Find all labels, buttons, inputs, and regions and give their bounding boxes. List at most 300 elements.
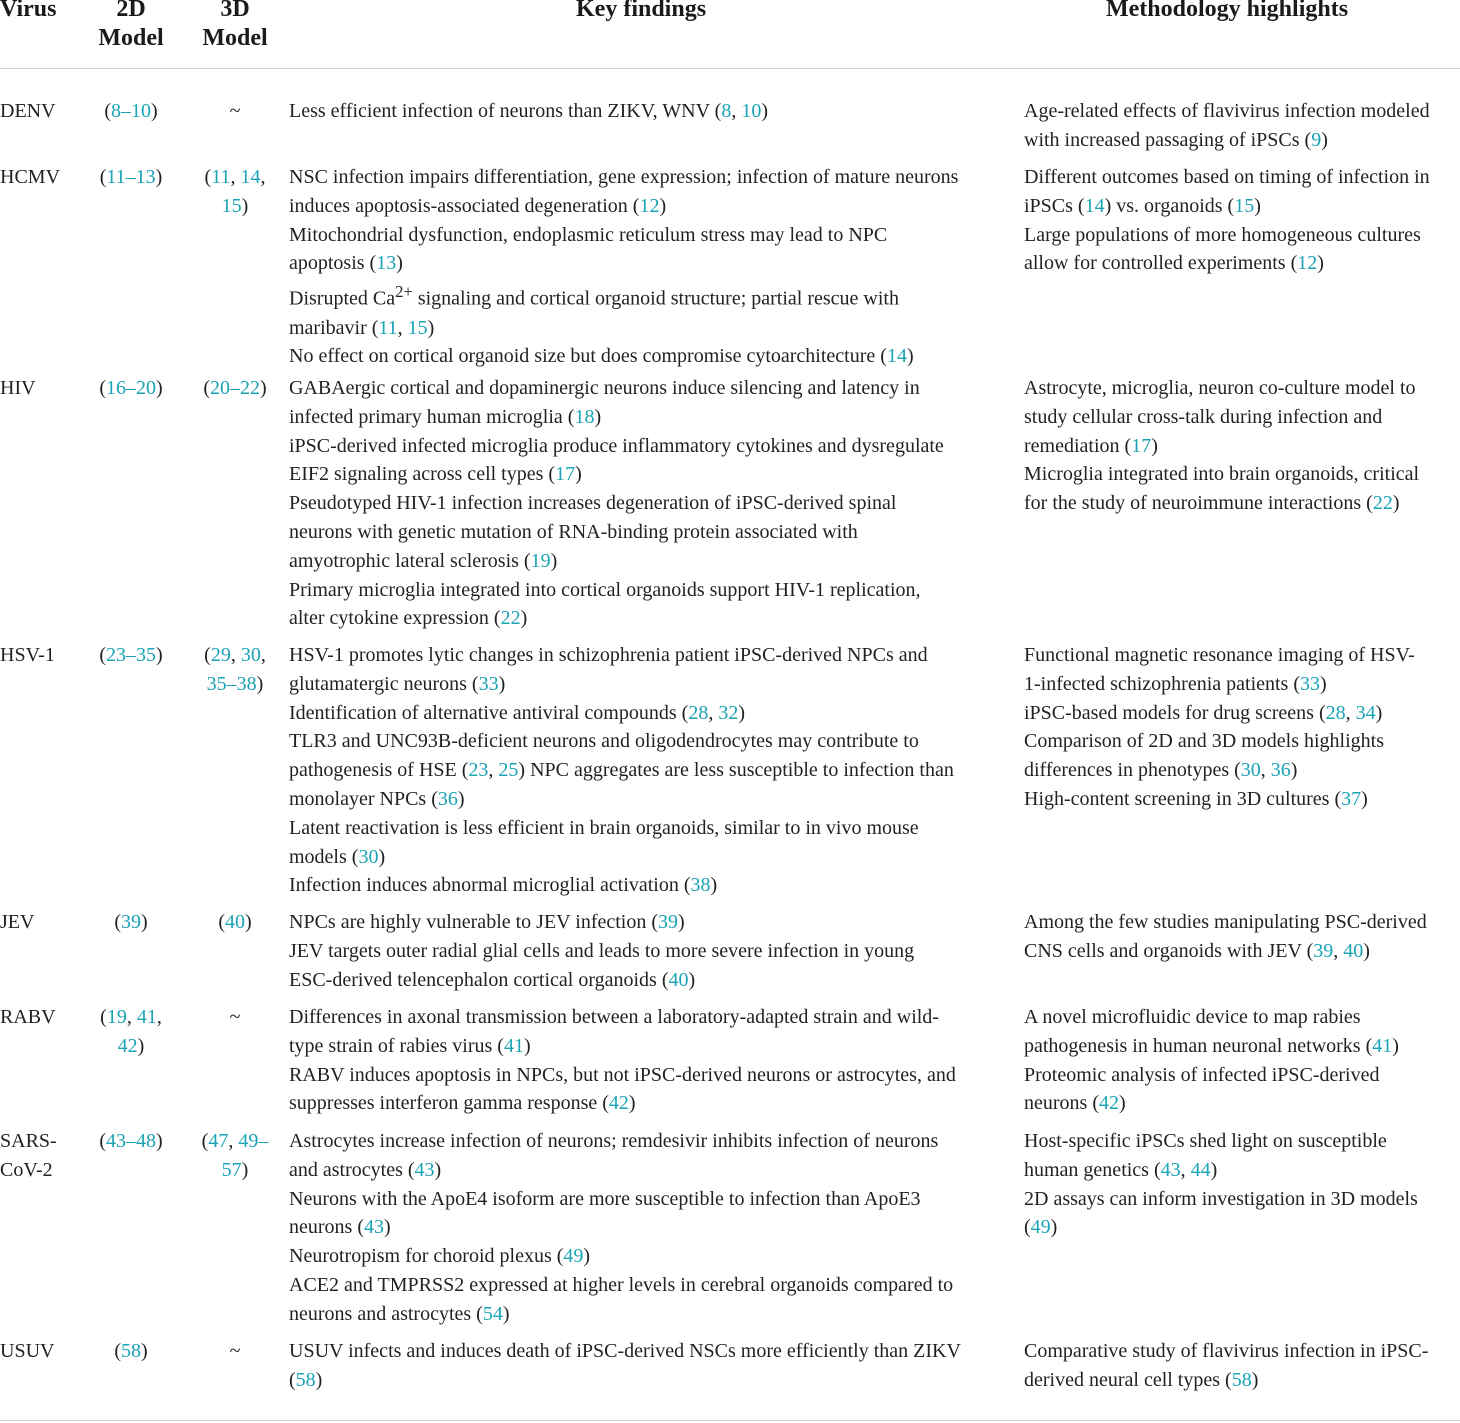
text-run: RABV induces apoptosis in NPCs, but not iPSC-derived neurons or astrocytes, and [289,1063,956,1086]
citation-link[interactable]: 28 [1325,701,1346,724]
text-run: ) [156,377,163,399]
virus-name: HCMV [0,166,61,188]
text-run: differences in phenotypes ( [1024,759,1241,782]
text-run: ) [678,911,685,933]
model-2d-cell [88,163,174,192]
key-findings-cell [289,641,1011,900]
text-run: monolayer NPCs ( [289,787,438,810]
text-run: ) [761,100,768,122]
text-run: induces apoptosis-associated degeneration ( [289,194,640,217]
text-run: ) [396,252,403,275]
text-run: , [230,166,241,188]
finding-item [289,699,1011,728]
text-run: ) [688,968,696,991]
finding-item [289,576,1011,634]
table-header [0,0,1460,68]
citation-link[interactable]: 43–48 [106,1130,156,1152]
text-run: Pseudotyped HIV-1 infection increases degeneration of iPSC-derived spinal [289,492,897,515]
text-run: , [230,644,241,666]
citation-link[interactable]: 20–22 [210,377,260,399]
text-run: ) [1392,1034,1399,1057]
citation-link[interactable]: 13 [376,252,397,275]
text-run: ( [114,1340,121,1362]
text-run: Different outcomes based on timing of infection in [1024,166,1430,188]
methodology-item [1024,785,1460,814]
model-2d-cell [88,1003,174,1061]
virus-cell [0,1003,80,1032]
text-run: ) [137,1034,145,1057]
finding-item [289,432,1011,490]
citation-link[interactable]: 41 [503,1034,524,1057]
text-run: ( [114,911,121,933]
finding-item [289,1271,1011,1329]
citation-link[interactable]: 12 [639,194,660,217]
citation-link[interactable]: 36 [1270,759,1291,782]
virus-name: SARS- [0,1130,57,1152]
text-run: ) [434,1158,442,1181]
citation-link[interactable]: 10 [741,100,762,122]
text-run: HSV-1 promotes lytic changes in schizophrenia patient iPSC-derived NPCs and [289,644,928,666]
virus-name: HSV-1 [0,644,55,666]
text-run: ( [289,1368,296,1391]
citation-link[interactable]: 15 [1234,194,1255,217]
finding-item [289,489,1011,575]
text-run: iPSC-based models for drug screens ( [1024,701,1326,724]
text-run: , [260,166,266,188]
text-run: EIF2 signaling across cell types ( [289,463,556,486]
text-run: ) [1317,252,1324,275]
virus-cell [0,163,80,192]
text-run: , [397,316,408,339]
text-run: ) [520,607,528,630]
text-run: Differences in axonal transmission between a laboratory-adapted strain and wild- [289,1006,939,1028]
citation-link[interactable]: 58 [295,1368,316,1391]
key-findings-cell [289,908,1011,994]
finding-item [289,814,1011,872]
citation-link[interactable]: 43 [414,1158,435,1181]
text-run: ) [241,194,249,217]
citation-link[interactable]: 41 [1372,1034,1393,1057]
virus-cell [0,1127,80,1185]
text-run: ) [523,1034,531,1057]
text-run: Microglia integrated into brain organoids, critical [1024,463,1420,486]
text-run: ~ [229,1006,241,1028]
citation-link[interactable]: 49 [1030,1216,1051,1239]
finding-item [289,727,1011,813]
model-3d-cell [194,97,276,126]
text-run: ) [1050,1216,1058,1239]
text-run: ( [218,911,225,933]
text-run: Comparison of 2D and 3D models highlights [1024,730,1384,753]
text-run: ) [1210,1158,1218,1181]
text-run: ) [1151,434,1158,457]
text-run: glutamatergic neurons ( [289,672,479,695]
text-run: ) [151,100,158,122]
text-run: ( [99,166,107,188]
text-run: ) [1254,194,1261,217]
text-run: ) [156,644,163,666]
citation-link[interactable]: 11 [211,166,231,188]
text-run: derived neural cell types ( [1024,1368,1232,1391]
methodology-item [1024,1337,1460,1395]
text-run: Astrocyte, microglia, neuron co-culture model to [1024,377,1416,399]
methodology-item [1024,1185,1460,1243]
methodology-item [1024,1061,1460,1119]
virus-name: USUV [0,1340,55,1362]
virus-name: HIV [0,377,36,399]
virus-name: CoV-2 [0,1158,53,1181]
citation-link[interactable]: 17 [555,463,576,486]
text-run: human genetics ( [1024,1158,1161,1181]
text-run: ) [498,672,506,695]
finding-item [289,1127,1011,1185]
citation-link[interactable]: 41 [136,1006,157,1028]
text-run: remediation ( [1024,434,1132,457]
citation-link[interactable]: 16–20 [106,377,156,399]
finding-item [289,1061,1011,1119]
text-run: , [156,1006,162,1028]
methodology-cell [1024,163,1460,278]
text-run: ) NPC aggregates are less susceptible to infection than [518,759,954,782]
header-3d-line1: 3D [220,0,250,22]
text-run: ) [457,787,465,810]
text-run: Mitochondrial dysfunction, endoplasmic reticulum stress may lead to NPC [289,223,888,246]
citation-link[interactable]: 40 [225,911,245,933]
text-run: , [731,100,742,122]
key-findings-cell [289,374,1011,633]
text-run: Among the few studies manipulating PSC-derived [1024,911,1427,933]
text-run: Less efficient infection of neurons than ZIKV, WNV ( [289,100,722,122]
methodology-item [1024,97,1460,155]
citation-link[interactable]: 43 [363,1216,384,1239]
citation-link[interactable]: 19 [106,1006,127,1028]
text-run: ) [241,1158,249,1181]
text-run: ESC-derived telencephalon cortical organoids ( [289,968,669,991]
text-run: ) [659,194,667,217]
text-run: NPCs are highly vulnerable to JEV infection ( [289,911,659,933]
text-run: ( [99,377,106,399]
text-run: ) [1290,759,1298,782]
citation-link[interactable]: 29 [210,644,231,666]
model-2d-cell [88,1337,174,1366]
text-run: ( [201,1130,209,1152]
text-run: ) [156,1130,163,1152]
superscript: 2+ [395,282,413,302]
citation-link[interactable]: 33 [1300,672,1320,695]
model-2d-cell [88,97,174,126]
citation-link[interactable]: 22 [500,607,521,630]
text-run: ~ [229,1340,241,1362]
text-run: ) [1392,492,1400,515]
citation-link[interactable]: 40 [1343,939,1364,962]
text-run: Functional magnetic resonance imaging of HSV- [1024,644,1415,666]
citation-link[interactable]: 39 [121,911,141,933]
text-run: Large populations of more homogeneous cultures [1024,223,1421,246]
methodology-item [1024,641,1460,699]
header-3d-line2: Model [202,24,268,51]
text-run: ) [427,316,435,339]
text-run: , [260,644,266,666]
text-run: type strain of rabies virus ( [289,1034,504,1057]
text-run: ) [738,701,745,724]
finding-item [289,1185,1011,1243]
text-run: ) [141,1340,148,1362]
text-run: 2D assays can inform investigation in 3D models [1024,1187,1418,1210]
text-run: High-content screening in 3D cultures ( [1024,787,1342,810]
text-run: ) [256,672,264,695]
model-3d-cell [194,1127,276,1185]
text-run: ) [260,377,267,399]
header-key-findings: Key findings [576,0,707,22]
virus-name: RABV [0,1006,56,1028]
text-run: allow for controlled experiments ( [1024,252,1298,275]
text-run: ) [315,1368,323,1391]
citation-link[interactable]: 12 [1297,252,1318,275]
finding-item [289,1003,1011,1061]
text-run: ) [1363,939,1370,962]
citation-link[interactable]: 23 [468,759,489,782]
citation-link[interactable]: 49– [238,1130,269,1152]
citation-link[interactable]: 37 [1341,787,1362,810]
text-run: Primary microglia integrated into cortical organoids support HIV-1 replication, [289,578,921,601]
methodology-cell [1024,1337,1460,1395]
finding-item [289,374,1011,432]
text-run: No effect on cortical organoid size but does compromise cytoarchitecture ( [289,345,887,368]
text-run: ) [575,463,582,486]
model-3d-cell [194,374,276,403]
citation-link[interactable]: 57 [221,1158,242,1181]
model-2d-cell [88,1127,174,1156]
text-run: ~ [229,100,241,122]
text-run: Neurons with the ApoE4 isoform are more susceptible to infection than ApoE3 [289,1187,921,1210]
text-run: , [126,1006,137,1028]
text-run: Host-specific iPSCs shed light on susceptible [1024,1130,1387,1152]
text-run: NSC infection impairs differentiation, gene expression; infection of mature neurons [289,166,959,188]
header-3d-model [199,0,271,53]
methodology-item [1024,374,1460,460]
citation-link[interactable]: 8 [721,100,732,122]
citation-link[interactable]: 28 [688,701,709,724]
text-run: ) [710,874,718,897]
methodology-cell [1024,1127,1460,1242]
text-run: maribavir ( [289,316,379,339]
model-2d-cell [88,374,174,403]
methodology-cell [1024,908,1460,966]
citation-link[interactable]: 17 [1131,434,1152,457]
citation-link[interactable]: 25 [498,759,519,782]
text-run: ) [1321,128,1328,151]
citation-link[interactable]: 11 [378,316,398,339]
citation-link[interactable]: 9 [1311,128,1322,151]
methodology-item [1024,460,1460,518]
virus-cell [0,374,80,403]
methodology-cell [1024,374,1460,518]
text-run: ( [1024,1216,1031,1239]
methodology-item [1024,699,1460,728]
text-run: CNS cells and organoids with JEV ( [1024,939,1314,962]
header-2d-line2: Model [98,24,164,51]
finding-item [289,97,1011,126]
methodology-item [1024,221,1460,279]
methodology-cell [1024,641,1460,814]
text-run: for the study of neuroimmune interactions ( [1024,492,1373,515]
citation-link[interactable]: 18 [574,405,595,428]
citation-link[interactable]: 23–35 [106,644,156,666]
citation-link[interactable]: 42 [1098,1092,1119,1115]
model-3d-cell [194,1003,276,1032]
text-run: , [1180,1158,1191,1181]
text-run: 1-infected schizophrenia patients ( [1024,672,1300,695]
citation-link[interactable]: 40 [668,968,689,991]
header-methodology: Methodology highlights [1106,0,1349,22]
text-run: amyotrophic lateral sclerosis ( [289,549,531,572]
citation-link[interactable]: 30 [240,644,261,666]
text-run: models ( [289,845,359,868]
citation-link[interactable]: 38 [690,874,711,897]
finding-item [289,1337,1011,1395]
text-run: , [708,701,719,724]
text-run: ( [203,377,210,399]
citation-link[interactable]: 22 [1372,492,1393,515]
bottom-rule [0,1420,1460,1421]
text-run: GABAergic cortical and dopaminergic neurons induce silencing and latency in [289,377,920,399]
text-run: , [228,1130,239,1152]
virus-cell [0,97,80,126]
text-run: ( [100,1006,107,1028]
key-findings-cell [289,97,1011,126]
citation-link[interactable]: 47 [208,1130,229,1152]
text-run: iPSC-derived infected microglia produce inflammatory cytokines and dysregulate [289,434,944,457]
citation-link[interactable]: 35–38 [206,672,257,695]
text-run: USUV infects and induces death of iPSC-derived NSCs more efficiently than ZIKV [289,1340,961,1362]
citation-link[interactable]: 30 [358,845,379,868]
text-run: Disrupted Ca [289,287,396,310]
text-run: neurons with genetic mutation of RNA-binding protein associated with [289,520,858,543]
citation-link[interactable]: 42 [608,1092,629,1115]
model-2d-cell [88,908,174,937]
header-2d-line1: 2D [116,0,146,22]
finding-item [289,937,1011,995]
text-run: , [488,759,499,782]
text-run: and astrocytes ( [289,1158,415,1181]
methodology-cell [1024,1003,1460,1118]
text-run: ) [1118,1092,1126,1115]
text-run: Astrocytes increase infection of neurons; remdesivir inhibits infection of neurons [289,1130,939,1152]
text-run: ) [1375,701,1383,724]
text-run: infected primary human microglia ( [289,405,575,428]
citation-link[interactable]: 14 [240,166,261,188]
text-run: ( [104,100,111,122]
key-findings-cell [289,1003,1011,1118]
text-run: A novel microfluidic device to map rabies [1024,1006,1361,1028]
methodology-item [1024,908,1460,966]
citation-link[interactable]: 14 [1084,194,1105,217]
text-run: ( [99,1130,106,1152]
model-3d-cell [194,908,276,937]
text-run: ) [1320,672,1327,695]
text-run: ) [550,549,558,572]
methodology-item [1024,1127,1460,1185]
finding-item [289,278,1011,342]
header-virus: Virus [0,0,57,22]
citation-link[interactable]: 49 [563,1245,584,1268]
virus-name: JEV [0,911,35,933]
text-run: suppresses interferon gamma response ( [289,1092,609,1115]
text-run: ) [1361,787,1368,810]
text-run: alter cytokine expression ( [289,607,501,630]
finding-item [289,221,1011,279]
text-run: Comparative study of flavivirus infection in iPSC- [1024,1340,1429,1362]
citation-link[interactable]: 8–10 [111,100,151,122]
methodology-item [1024,1003,1460,1061]
citation-link[interactable]: 58 [121,1340,141,1362]
citation-link[interactable]: 33 [478,672,499,695]
finding-item [289,1242,1011,1271]
finding-item [289,163,1011,221]
text-run: JEV targets outer radial glial cells and leads to more severe infection in young [289,939,915,962]
text-run: neurons and astrocytes ( [289,1302,483,1325]
text-run: Infection induces abnormal microglial activation ( [289,874,691,897]
citation-link[interactable]: 15 [221,194,242,217]
citation-link[interactable]: 58 [1231,1368,1252,1391]
text-run: , [1345,701,1356,724]
text-run: Identification of alternative antiviral compounds ( [289,701,689,724]
text-run: Neurotropism for choroid plexus ( [289,1245,564,1268]
citation-link[interactable]: 43 [1160,1158,1181,1181]
finding-item [289,641,1011,699]
text-run: ) [502,1302,510,1325]
text-run: neurons ( [1024,1092,1099,1115]
citation-link[interactable]: 39 [658,911,679,933]
virus-cell [0,641,80,670]
citation-link[interactable]: 54 [482,1302,503,1325]
citation-link[interactable]: 44 [1190,1158,1211,1181]
key-findings-cell [289,163,1011,371]
virus-cell [0,1337,80,1366]
model-3d-cell [194,1337,276,1366]
finding-item [289,908,1011,937]
citation-link[interactable]: 15 [407,316,428,339]
text-run: study cellular cross-talk during infection and [1024,405,1383,428]
citation-link[interactable]: 19 [530,549,551,572]
text-run: apoptosis ( [289,252,377,275]
text-run: ) vs. organoids ( [1104,194,1235,217]
text-run: ( [204,166,212,188]
citation-link[interactable]: 11–13 [106,166,156,188]
text-run: pathogenesis of HSE ( [289,759,469,782]
citation-link[interactable]: 32 [718,701,739,724]
text-run: with increased passaging of iPSCs ( [1024,128,1312,151]
methodology-cell [1024,97,1460,155]
text-run: ) [141,911,148,933]
citation-link[interactable]: 30 [1240,759,1261,782]
citation-link[interactable]: 36 [437,787,458,810]
text-run: ( [204,644,211,666]
text-run: ) [155,166,163,188]
key-findings-cell [289,1127,1011,1329]
citation-link[interactable]: 14 [886,345,907,368]
key-findings-cell [289,1337,1011,1395]
virus-name: DENV [0,100,56,122]
citation-link[interactable]: 34 [1355,701,1376,724]
text-run: ) [906,345,914,368]
text-run: ) [583,1245,591,1268]
citation-link[interactable]: 42 [117,1034,138,1057]
citation-link[interactable]: 39 [1313,939,1334,962]
header-rule [0,68,1460,69]
text-run: signaling and cortical organoid structure; partial rescue with [412,287,899,310]
finding-item [289,871,1011,900]
